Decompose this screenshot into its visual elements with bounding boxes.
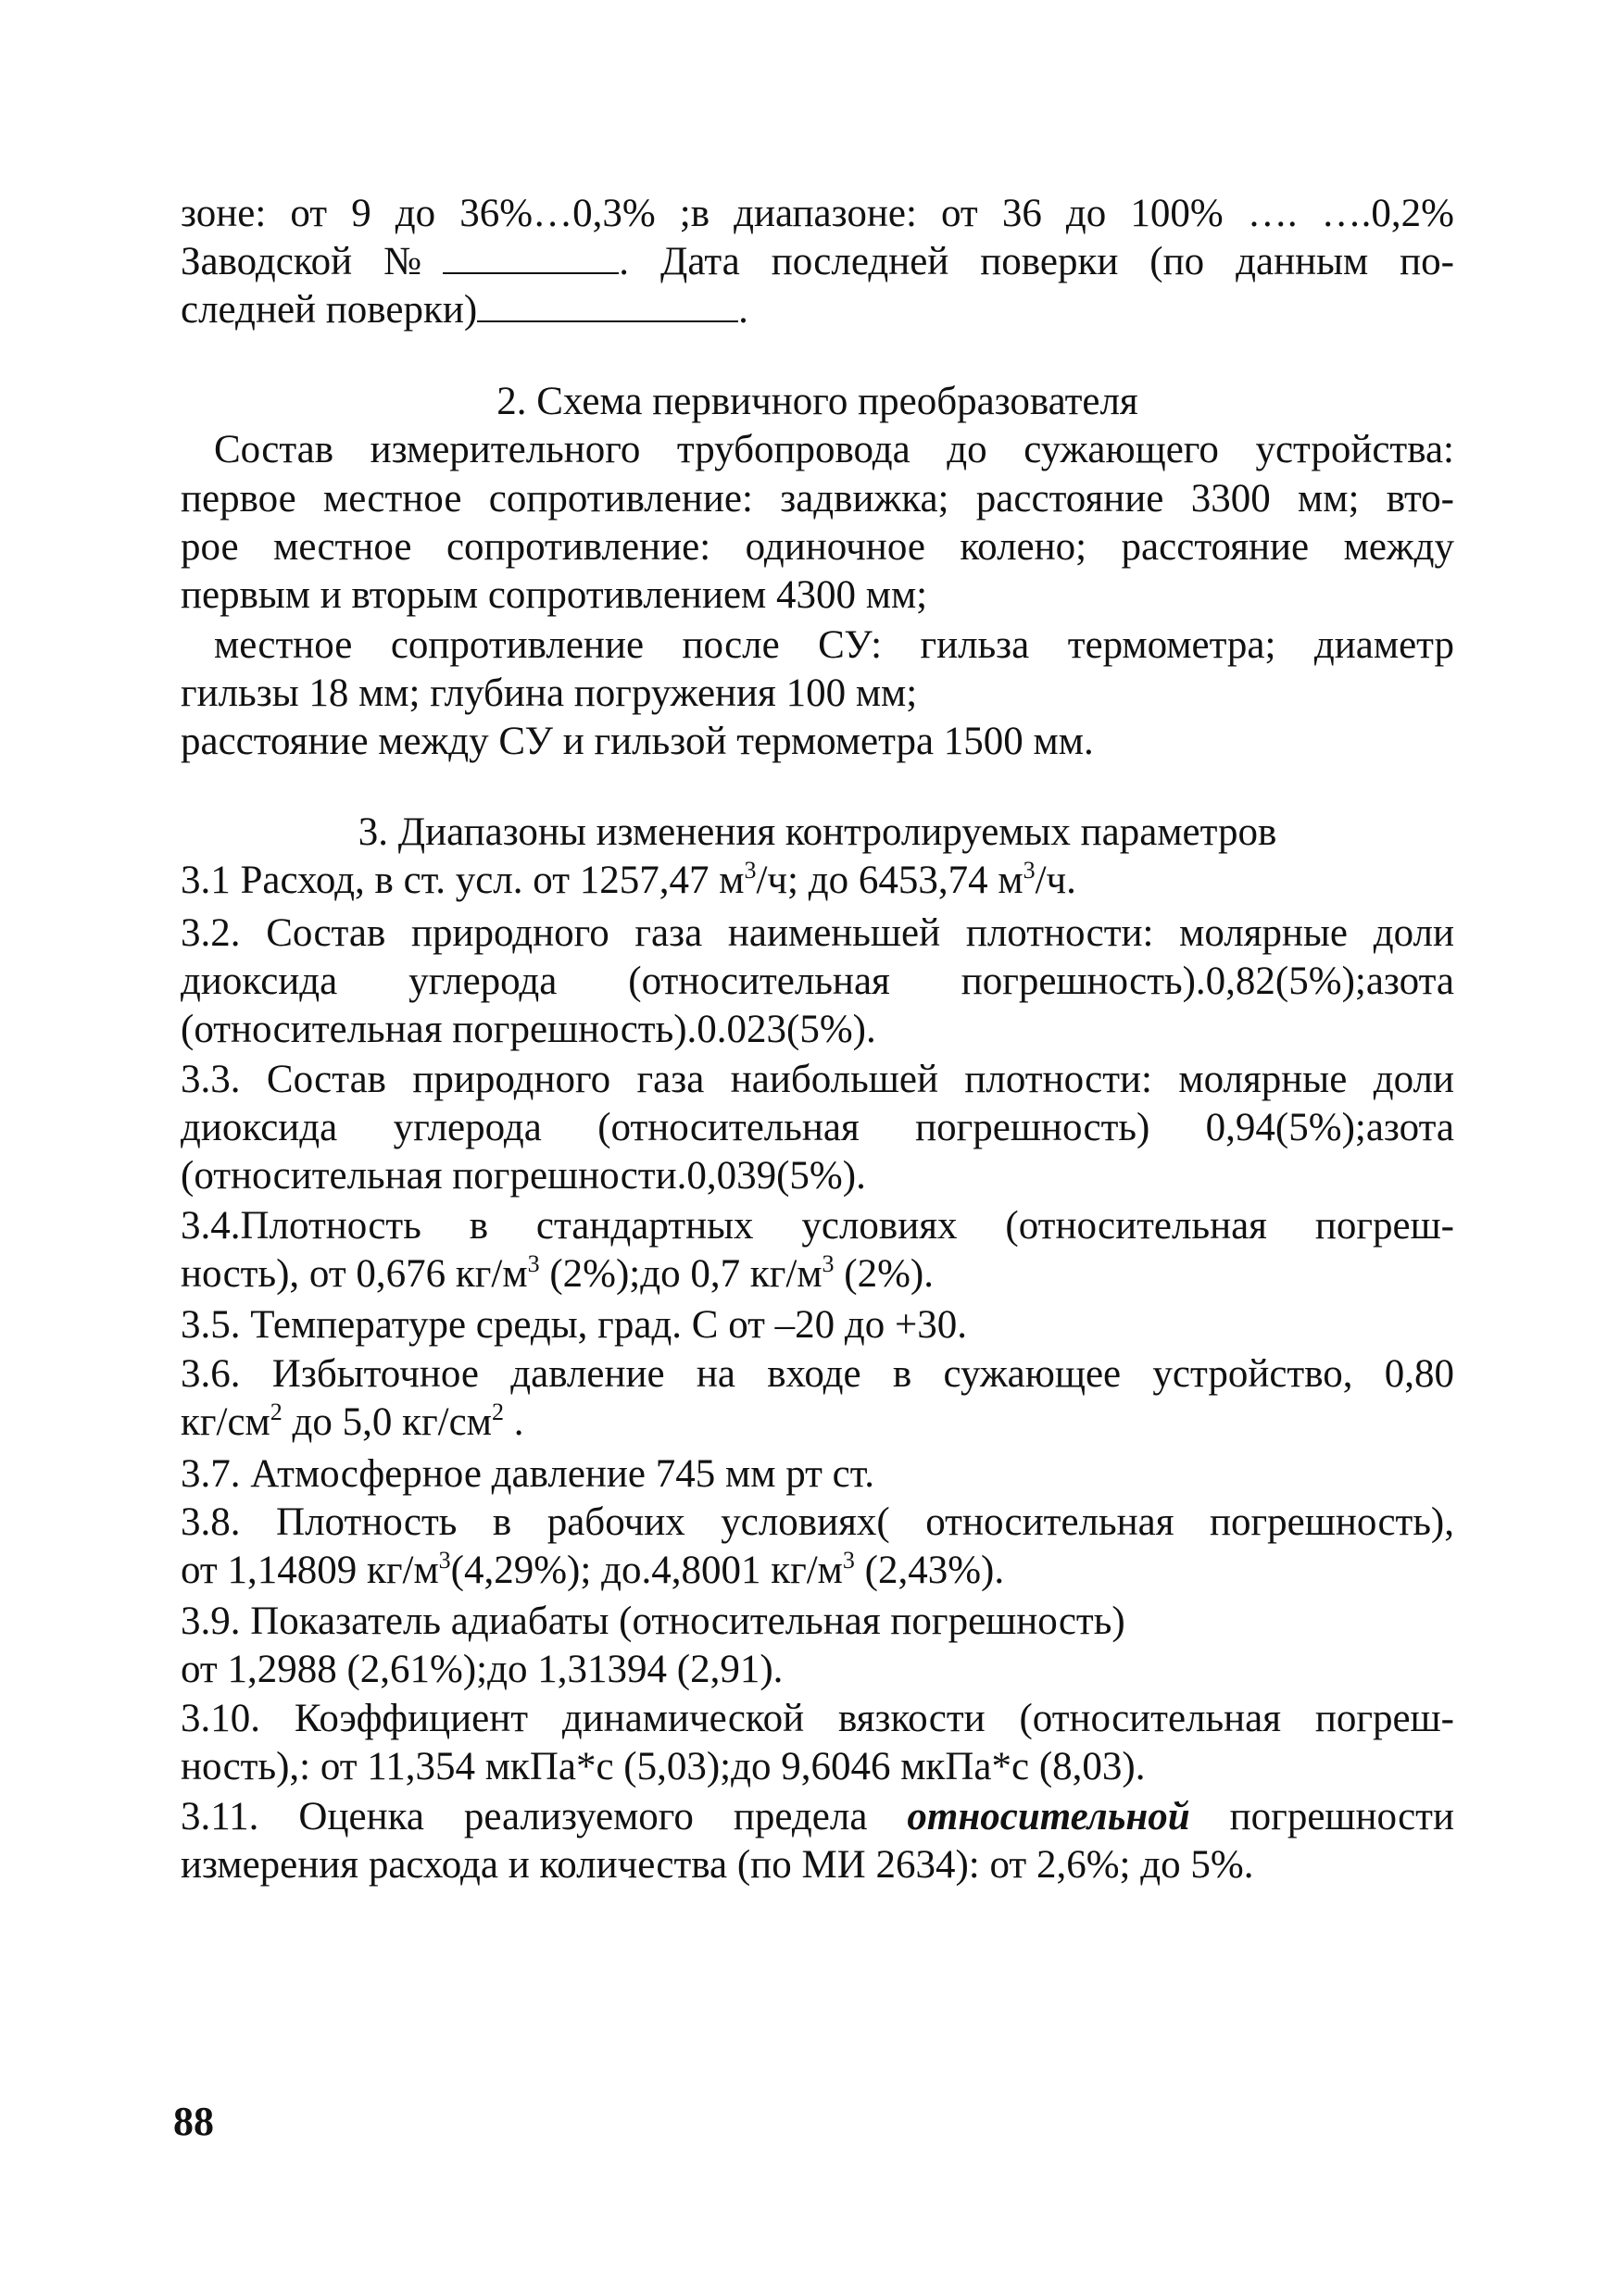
section-3-heading: 3. Диапазоны изменения контролируемых параметров bbox=[358, 810, 1277, 854]
item-3-10-line-1: 3.10. Коэффициент динамической вязкости (относительная погреш- bbox=[181, 1697, 1454, 1740]
item-3-4-line-2: ность), от 0,676 $кг/м^3$ (2%);до 0,7 $кг/м^3$ (2%). bbox=[181, 1250, 934, 1296]
section-2-line-5: местное сопротивление после СУ: гильза термометра; диаметр bbox=[214, 623, 1454, 667]
item-3-2-line-1: 3.2. Состав природного газа наименьшей плотности: молярные доли bbox=[181, 911, 1454, 955]
last-verification-blank bbox=[477, 293, 738, 322]
item-3-3-line-2: диоксида углерода (относительная погрешность) 0,94(5%);азота bbox=[181, 1106, 1454, 1149]
section-2-line-4: первым и вторым сопротивлением 4300 мм; bbox=[181, 573, 928, 617]
last-verification-line bbox=[181, 286, 748, 334]
last-verification-continuation: следней поверки) bbox=[181, 288, 478, 332]
section-2-line-3: рое местное сопротивление: одиночное колено; расстояние между bbox=[181, 525, 1454, 569]
last-verification-period: . bbox=[738, 288, 748, 332]
item-3-2-line-3: (относительная погрешность).0.023(5%). bbox=[181, 1008, 876, 1051]
document-body bbox=[181, 0, 1454, 2296]
item-3-8-line-1: 3.8. Плотность в рабочих условиях( относительная погрешность), bbox=[181, 1500, 1454, 1544]
item-3-11-line-2: измерения расхода и количества (по МИ 2634): от 2,6%; до 5%. bbox=[181, 1843, 1254, 1887]
item-3-2-line-2: диоксида углерода (относительная погрешность).0,82(5%);азота bbox=[181, 960, 1454, 1003]
emphasized-word: относительной bbox=[907, 1795, 1190, 1838]
last-verification-label: . Дата последней поверки (по данным по- bbox=[619, 240, 1454, 283]
serial-number-label: Заводской № bbox=[181, 240, 444, 283]
item-3-11-line-1: 3.11. Оценка реализуемого предела относительной погрешности bbox=[181, 1795, 1454, 1838]
serial-number-blank bbox=[443, 245, 619, 274]
item-3-8-line-2: от 1,14809 $кг/м^3(4,29\%)$; до.4,8001 $кг/м^3$ (2,43%). bbox=[181, 1547, 1005, 1592]
section-2-line-7: расстояние между СУ и гильзой термометра 1500 мм. bbox=[181, 720, 1094, 763]
item-3-5: 3.5. Температуре среды, град. С от –20 до +30. bbox=[181, 1303, 968, 1347]
page-number: 88 bbox=[173, 2099, 214, 2144]
item-3-6-line-2: $кг/см^2$ до 5,0 $кг/см^2$ . bbox=[181, 1399, 524, 1444]
section-2-line-2: первое местное сопротивление: задвижка; расстояние 3300 мм; вто- bbox=[181, 477, 1454, 521]
item-3-6-line-1: 3.6. Избыточное давление на входе в сужающее устройство, 0,80 bbox=[181, 1352, 1454, 1396]
serial-number-line bbox=[181, 238, 1454, 286]
item-3-3-line-1: 3.3. Состав природного газа наибольшей плотности: молярные доли bbox=[181, 1058, 1454, 1101]
item-3-4-line-1: 3.4.Плотность в стандартных условиях (относительная погреш- bbox=[181, 1204, 1454, 1248]
item-3-7: 3.7. Атмосферное давление 745 мм рт ст. bbox=[181, 1452, 875, 1496]
item-3-1: 3.1 Расход, в ст. усл. от 1257,47 $м^3/ч$; до 6453,74 $м^3/ч$. bbox=[181, 857, 1076, 902]
section-2-line-1: Состав измерительного трубопровода до сужающего устройства: bbox=[214, 428, 1454, 471]
section-2-heading: 2. Схема первичного преобразователя bbox=[496, 380, 1138, 423]
item-3-10-line-2: ность),: от 11,354 мкПа*с (5,03);до 9,6046 мкПа*с (8,03). bbox=[181, 1745, 1146, 1788]
item-3-9-line-2: от 1,2988 (2,61%);до 1,31394 (2,91). bbox=[181, 1648, 784, 1691]
range-continuation-line: зоне: от 9 до 36%…0,3% ;в диапазоне: от 36 до 100% …. ….0,2% bbox=[181, 192, 1454, 235]
item-3-3-line-3: (относительная погрешности.0,039(5%). bbox=[181, 1154, 866, 1198]
section-2-line-6: гильзы 18 мм; глубина погружения 100 мм; bbox=[181, 671, 918, 715]
item-3-9-line-1: 3.9. Показатель адиабаты (относительная погрешность) bbox=[181, 1600, 1125, 1643]
